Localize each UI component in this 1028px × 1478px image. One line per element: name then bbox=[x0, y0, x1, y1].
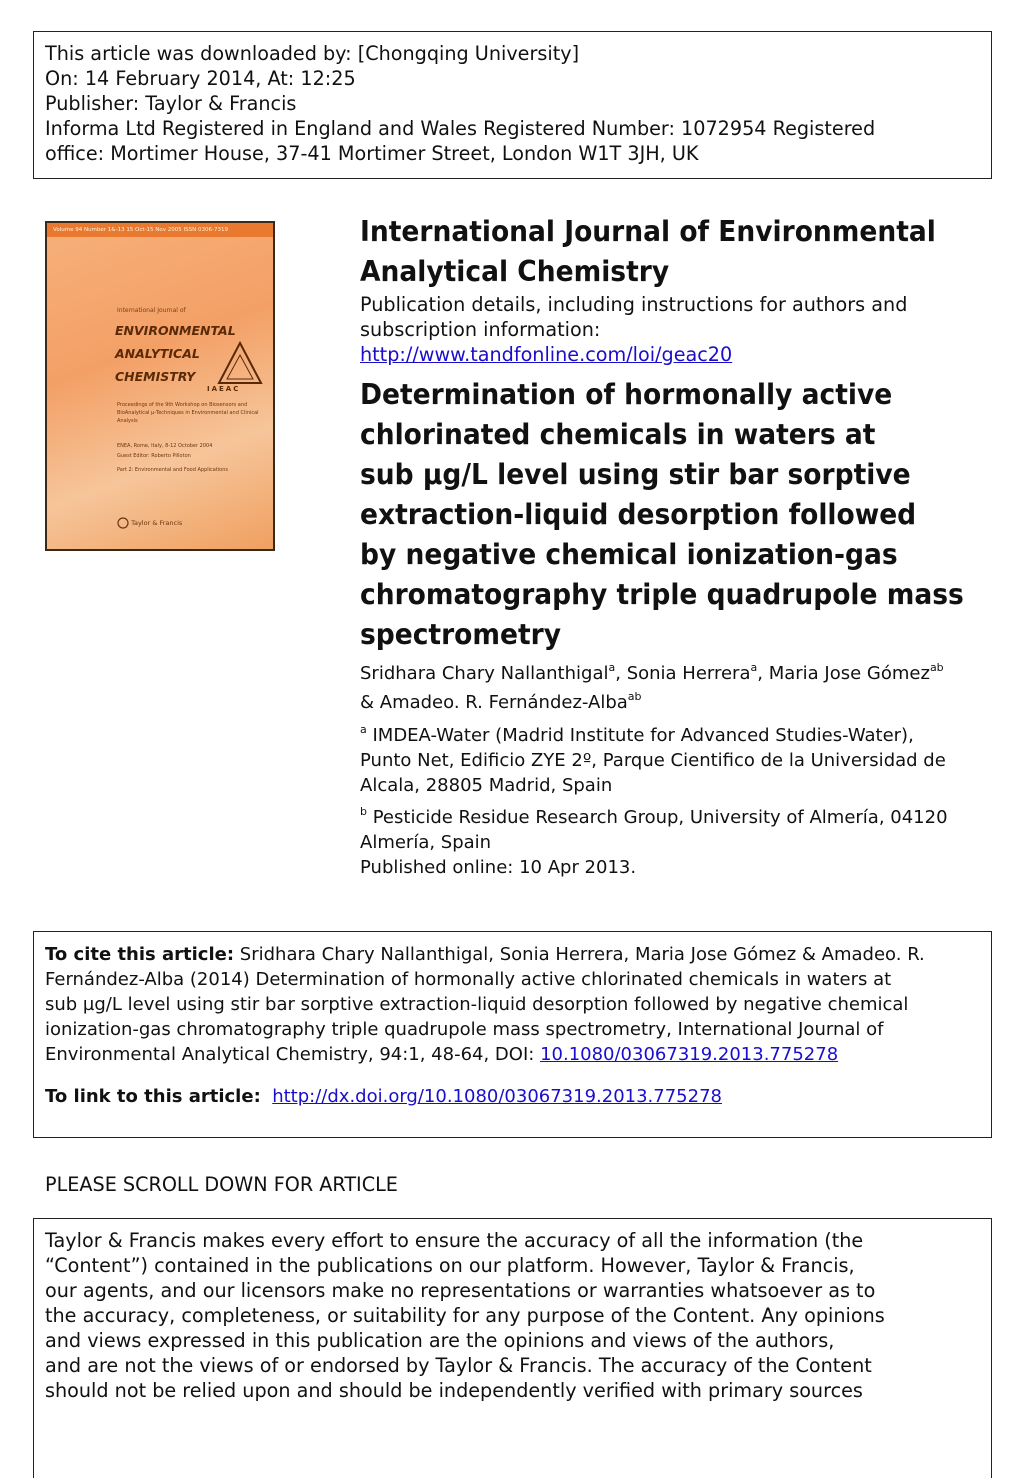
download-notice-box bbox=[33, 31, 992, 179]
journal-title bbox=[360, 212, 946, 292]
doi-link[interactable]: 10.1080/03067319.2013.775278 bbox=[540, 1044, 839, 1065]
disclaimer-box bbox=[33, 1218, 992, 1478]
publisher-logo-icon bbox=[117, 517, 129, 529]
publication-details bbox=[360, 292, 990, 367]
disclaimer-line: Taylor & Francis makes every effort to ensure the accuracy of all the information (the bbox=[45, 1229, 864, 1252]
author-name: Sridhara Chary Nallanthigal bbox=[360, 663, 609, 684]
author-affiliation-mark: a bbox=[608, 661, 616, 674]
author-affiliation-mark: a bbox=[750, 661, 758, 674]
cover-society: IAEAC bbox=[207, 385, 241, 393]
cover-event: ENEA, Rome, Italy, 8-12 October 2004 bbox=[117, 443, 213, 449]
pub-details-line: subscription information: bbox=[360, 318, 601, 341]
cover-part: Part 2: Environmental and Food Applications bbox=[117, 467, 229, 473]
article-header bbox=[360, 212, 990, 880]
cover-editor: Guest Editor: Roberto Pilloton bbox=[117, 453, 191, 459]
citation-box bbox=[33, 931, 992, 1138]
affiliation-a bbox=[360, 723, 990, 798]
affiliation-mark: b bbox=[360, 805, 367, 818]
cover-title-line: CHEMISTRY bbox=[115, 369, 196, 384]
scroll-down-notice: PLEASE SCROLL DOWN FOR ARTICLE bbox=[45, 1173, 398, 1196]
disclaimer-line: “Content”) contained in the publications on our platform. However, Taylor & Francis, bbox=[45, 1254, 855, 1277]
disclaimer-line: our agents, and our licensors make no representations or warranties whatsoever as to bbox=[45, 1279, 876, 1302]
affiliation-line: Almería, Spain bbox=[360, 832, 492, 853]
article-title-line: chromatography triple quadrupole mass bbox=[360, 578, 964, 611]
affiliation-line: IMDEA-Water (Madrid Institute for Advanced Studies-Water), bbox=[372, 725, 914, 746]
disclaimer-line: and are not the views of or endorsed by Taylor & Francis. The accuracy of the Content bbox=[45, 1354, 872, 1377]
article-title-line: Determination of hormonally active bbox=[360, 378, 893, 411]
download-line: office: Mortimer House, 37-41 Mortimer Street, London W1T 3JH, UK bbox=[45, 142, 699, 165]
cover-publisher-logo bbox=[117, 517, 182, 529]
article-title-line: spectrometry bbox=[360, 618, 562, 651]
author-list bbox=[360, 661, 990, 715]
link-label: To link to this article: bbox=[45, 1086, 261, 1107]
article-url-link[interactable]: http://dx.doi.org/10.1080/03067319.2013.775278 bbox=[272, 1086, 722, 1107]
cover-small-title: International Journal of bbox=[117, 307, 186, 314]
cover-title-line: ENVIRONMENTAL bbox=[115, 323, 236, 338]
disclaimer-line: the accuracy, completeness, or suitability for any purpose of the Content. Any opinions bbox=[45, 1304, 885, 1327]
author-affiliation-mark: ab bbox=[627, 690, 642, 703]
cite-label: To cite this article: bbox=[45, 944, 235, 965]
journal-title-line: Analytical Chemistry bbox=[360, 255, 670, 288]
download-line: This article was downloaded by: [Chongqing University] bbox=[45, 42, 580, 65]
society-logo-icon bbox=[217, 341, 263, 385]
citation-line: sub µg/L level using stir bar sorptive extraction-liquid desorption followed by negative chemical bbox=[45, 994, 909, 1015]
cover-title-line: ANALYTICAL bbox=[115, 346, 200, 361]
article-title-line: sub µg/L level using stir bar sorptive bbox=[360, 458, 911, 491]
pub-details-line: Publication details, including instructions for authors and bbox=[360, 293, 908, 316]
author-separator: , bbox=[615, 663, 627, 684]
author-name: Sonia Herrera bbox=[626, 663, 751, 684]
author-separator: , bbox=[757, 663, 769, 684]
affiliation-line: Punto Net, Edificio ZYE 2º, Parque Cientifico de la Universidad de bbox=[360, 750, 946, 771]
affiliation-b bbox=[360, 805, 990, 855]
affiliation-line: Alcala, 28805 Madrid, Spain bbox=[360, 775, 613, 796]
author-name: & Amadeo. R. Fernández-Alba bbox=[360, 692, 628, 713]
download-line: On: 14 February 2014, At: 12:25 bbox=[45, 67, 356, 90]
journal-url-link[interactable]: http://www.tandfonline.com/loi/geac20 bbox=[360, 343, 733, 366]
affiliation-mark: a bbox=[360, 723, 367, 736]
citation-line: Sridhara Chary Nallanthigal, Sonia Herrera, Maria Jose Gómez & Amadeo. R. bbox=[239, 944, 925, 965]
published-online: Published online: 10 Apr 2013. bbox=[360, 857, 637, 878]
disclaimer-line: and views expressed in this publication are the opinions and views of the authors, bbox=[45, 1329, 835, 1352]
journal-title-line: International Journal of Environmental bbox=[360, 215, 936, 248]
citation-line: Fernández-Alba (2014) Determination of hormonally active chlorinated chemicals in waters at bbox=[45, 969, 892, 990]
cover-publisher-name: Taylor & Francis bbox=[131, 519, 183, 527]
cover-proceedings: Proceedings of the 9th Workshop on Biosensors and BioAnalytical μ-Techniques in Environmental and Clinical Analysis bbox=[117, 402, 259, 424]
download-line: Informa Ltd Registered in England and Wales Registered Number: 1072954 Registered bbox=[45, 117, 876, 140]
article-title-line: by negative chemical ionization-gas bbox=[360, 538, 898, 571]
author-affiliation-mark: ab bbox=[929, 661, 944, 674]
cover-band-text: Volume 94 Number 1&-13 15 Oct-15 Nov 2005 ISSN 0306-7319 bbox=[53, 227, 228, 233]
cover-top-band bbox=[47, 223, 273, 237]
citation-line: Environmental Analytical Chemistry, 94:1, 48-64, DOI: bbox=[45, 1044, 541, 1065]
article-title-line: chlorinated chemicals in waters at bbox=[360, 418, 876, 451]
article-title bbox=[360, 375, 964, 655]
download-line: Publisher: Taylor & Francis bbox=[45, 92, 297, 115]
affiliation-line: Pesticide Residue Research Group, University of Almería, 04120 bbox=[372, 807, 948, 828]
article-title-line: extraction-liquid desorption followed bbox=[360, 498, 917, 531]
disclaimer-line: should not be relied upon and should be independently verified with primary sources bbox=[45, 1379, 863, 1402]
citation-line: ionization-gas chromatography triple quadrupole mass spectrometry, International Journal of bbox=[45, 1019, 884, 1040]
author-name: Maria Jose Gómez bbox=[768, 663, 930, 684]
journal-cover-image bbox=[45, 221, 275, 551]
